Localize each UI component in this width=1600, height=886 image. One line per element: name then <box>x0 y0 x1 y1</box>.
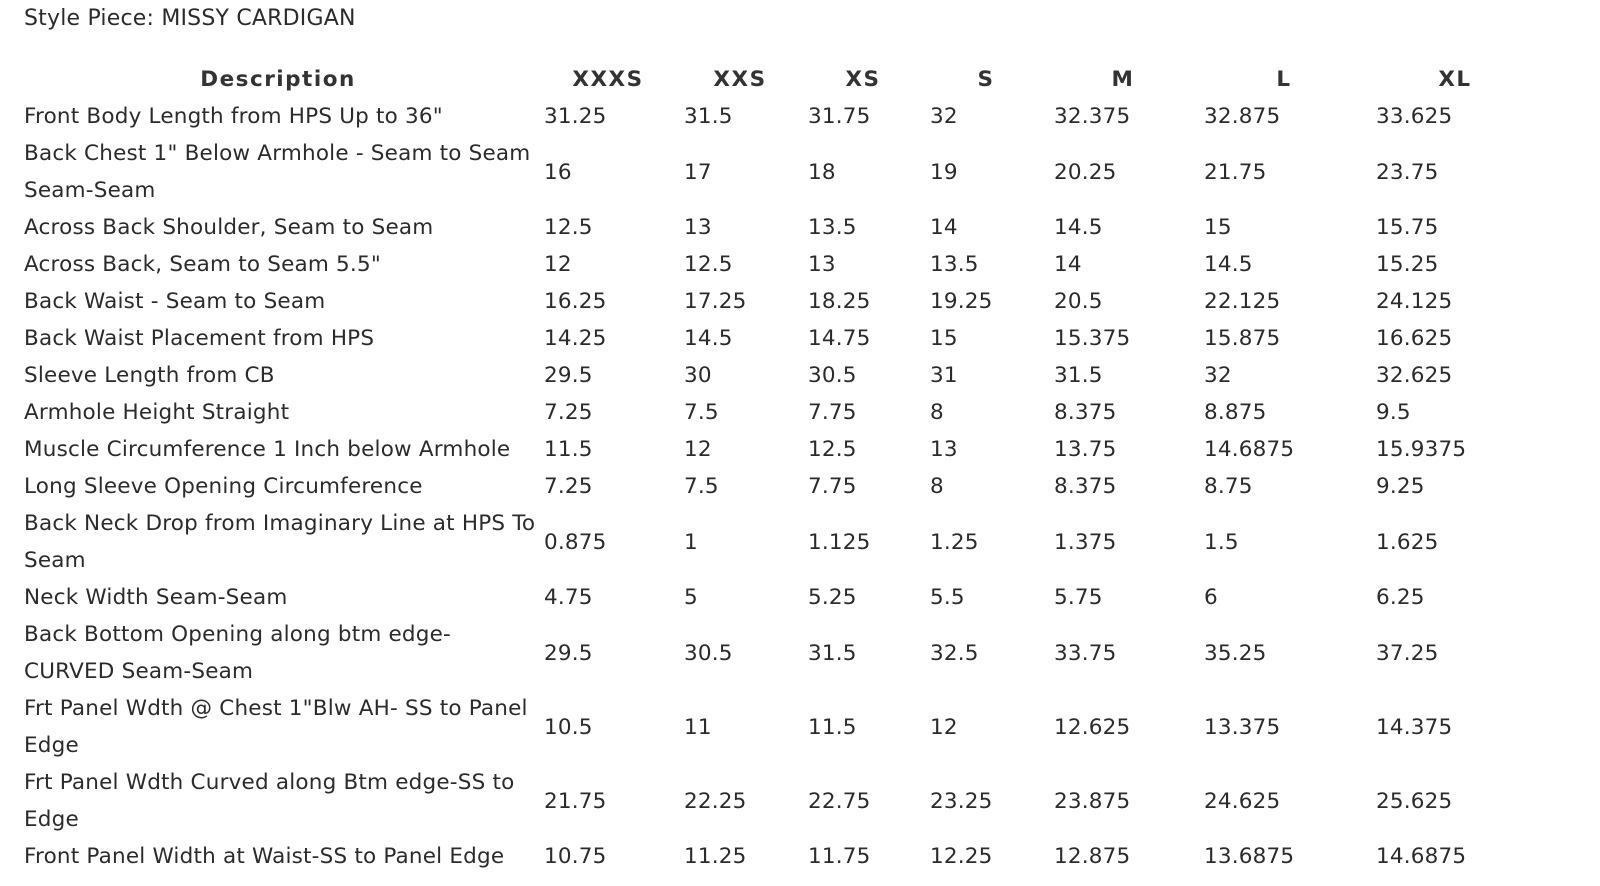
column-header-size: XXXS <box>572 66 644 92</box>
row-description: Across Back Shoulder, Seam to Seam <box>24 215 434 240</box>
measurement-value: 1.375 <box>1054 529 1117 555</box>
measurement-value: 30 <box>684 363 712 388</box>
measurement-value: 8.375 <box>1054 400 1117 425</box>
measurement-value: 7.25 <box>544 474 593 499</box>
table-row <box>18 98 1540 135</box>
measurement-value: 32 <box>1204 363 1232 388</box>
measurement-value: 19.25 <box>930 289 993 314</box>
measurement-value: 14.5 <box>1054 215 1103 240</box>
measurement-value: 7.5 <box>684 400 719 425</box>
measurement-value: 5.25 <box>808 585 857 610</box>
measurement-value: 23.75 <box>1376 159 1439 185</box>
measurement-value: 14.375 <box>1376 714 1453 740</box>
measurement-value: 15 <box>930 326 958 351</box>
measurement-value: 31.75 <box>808 104 871 129</box>
measurement-value: 14 <box>1054 252 1082 277</box>
column-header-size: XL <box>1438 66 1472 92</box>
measurement-value: 13.75 <box>1054 437 1117 462</box>
table-row <box>18 690 1540 764</box>
measurement-value: 25.625 <box>1376 788 1453 814</box>
measurement-value: 18 <box>808 159 836 185</box>
measurement-value: 32.875 <box>1204 104 1281 129</box>
measurement-value: 13.375 <box>1204 714 1281 740</box>
row-description: Front Panel Width at Waist-SS to Panel Edge <box>24 844 505 869</box>
table-row <box>18 764 1540 838</box>
measurement-value: 12.875 <box>1054 844 1131 869</box>
measurement-value: 31.25 <box>544 104 607 129</box>
column-header-size: XXS <box>713 66 767 92</box>
measurement-value: 8.75 <box>1204 474 1253 499</box>
column-header-size: S <box>977 66 995 92</box>
measurement-value: 21.75 <box>544 788 607 814</box>
measurement-value: 13.5 <box>930 252 979 277</box>
table-row <box>18 505 1540 579</box>
measurement-value: 15.75 <box>1376 215 1439 240</box>
measurement-value: 14.75 <box>808 326 871 351</box>
row-description: Back Chest 1" Below Armhole - Seam to Seam Seam-Seam <box>24 141 531 203</box>
measurement-value: 6 <box>1204 585 1218 610</box>
measurement-value: 8.875 <box>1204 400 1267 425</box>
measurement-value: 12.25 <box>930 844 993 869</box>
measurement-value: 13 <box>930 437 958 462</box>
measurement-value: 12 <box>684 437 712 462</box>
measurement-value: 24.125 <box>1376 289 1453 314</box>
measurement-value: 14.6875 <box>1376 844 1467 869</box>
measurement-value: 8 <box>930 400 944 425</box>
measurement-value: 9.5 <box>1376 400 1411 425</box>
column-header-description: Description <box>200 66 356 92</box>
row-description: Muscle Circumference 1 Inch below Armhole <box>24 437 511 462</box>
measurement-value: 15.875 <box>1204 326 1281 351</box>
table-body <box>18 98 1540 875</box>
table-row <box>18 135 1540 209</box>
measurement-value: 10.75 <box>544 844 607 869</box>
table-row <box>18 246 1540 283</box>
measurement-value: 22.25 <box>684 788 747 814</box>
row-description: Frt Panel Wdth Curved along Btm edge-SS to Edge <box>24 770 515 832</box>
measurement-value: 21.75 <box>1204 159 1267 185</box>
measurement-value: 12.5 <box>544 215 593 240</box>
table-row <box>18 838 1540 875</box>
measurement-value: 30.5 <box>684 640 733 666</box>
table-row <box>18 394 1540 431</box>
measurement-value: 11.75 <box>808 844 871 869</box>
table-row <box>18 616 1540 690</box>
measurement-value: 16.25 <box>544 289 607 314</box>
row-description: Frt Panel Wdth @ Chest 1"Blw AH- SS to Panel Edge <box>24 696 528 758</box>
measurement-value: 19 <box>930 159 958 185</box>
measurement-value: 15.375 <box>1054 326 1131 351</box>
measurement-value: 12 <box>930 714 958 740</box>
measurement-value: 7.75 <box>808 400 857 425</box>
column-header-size: XS <box>845 66 881 92</box>
measurement-value: 8.375 <box>1054 474 1117 499</box>
row-description: Armhole Height Straight <box>24 400 290 425</box>
table-row <box>18 468 1540 505</box>
measurement-value: 23.875 <box>1054 788 1131 814</box>
measurement-value: 10.5 <box>544 714 593 740</box>
measurement-value: 13 <box>808 252 836 277</box>
measurement-value: 14.5 <box>684 326 733 351</box>
row-description: Front Body Length from HPS Up to 36" <box>24 104 443 129</box>
measurement-value: 30.5 <box>808 363 857 388</box>
table-row <box>18 283 1540 320</box>
table-row <box>18 209 1540 246</box>
column-header-size: L <box>1276 66 1292 92</box>
measurement-value: 11.5 <box>808 714 857 740</box>
measurement-value: 15.25 <box>1376 252 1439 277</box>
measurement-value: 11.25 <box>684 844 747 869</box>
measurement-value: 16 <box>544 159 572 185</box>
measurement-value: 14.6875 <box>1204 437 1295 462</box>
measurement-value: 33.75 <box>1054 640 1117 666</box>
measurement-value: 12.5 <box>808 437 857 462</box>
measurement-value: 14.5 <box>1204 252 1253 277</box>
measurement-value: 33.625 <box>1376 104 1453 129</box>
measurement-value: 23.25 <box>930 788 993 814</box>
measurement-value: 15 <box>1204 215 1232 240</box>
measurement-value: 7.25 <box>544 400 593 425</box>
measurement-value: 12 <box>544 252 572 277</box>
table-row <box>18 431 1540 468</box>
row-description: Back Neck Drop from Imaginary Line at HPS To Seam <box>24 511 536 573</box>
row-description: Back Waist Placement from HPS <box>24 326 375 351</box>
column-header-size: M <box>1111 66 1135 92</box>
measurement-value: 35.25 <box>1204 640 1267 666</box>
measurement-value: 22.125 <box>1204 289 1281 314</box>
measurement-value: 22.75 <box>808 788 871 814</box>
measurement-value: 15.9375 <box>1376 437 1467 462</box>
measurement-value: 13.5 <box>808 215 857 240</box>
measurement-value: 14.25 <box>544 326 607 351</box>
row-description: Neck Width Seam-Seam <box>24 585 288 610</box>
measurement-value: 16.625 <box>1376 326 1453 351</box>
measurement-value: 17.25 <box>684 289 747 314</box>
measurement-value: 13 <box>684 215 712 240</box>
measurement-value: 32 <box>930 104 958 129</box>
measurement-value: 11 <box>684 714 712 740</box>
measurement-value: 20.5 <box>1054 289 1103 314</box>
measurement-value: 18.25 <box>808 289 871 314</box>
measurement-value: 7.5 <box>684 474 719 499</box>
row-description: Back Bottom Opening along btm edge- CURVED Seam-Seam <box>24 622 452 684</box>
table-row <box>18 357 1540 394</box>
measurement-value: 31.5 <box>1054 363 1103 388</box>
measurement-value: 1.625 <box>1376 529 1439 555</box>
row-description: Long Sleeve Opening Circumference <box>24 474 423 499</box>
measurement-value: 29.5 <box>544 363 593 388</box>
header-row <box>18 60 1540 98</box>
measurement-value: 13.6875 <box>1204 844 1295 869</box>
row-description: Back Waist - Seam to Seam <box>24 289 326 314</box>
measurement-value: 20.25 <box>1054 159 1117 185</box>
measurement-value: 8 <box>930 474 944 499</box>
page-title: Style Piece: MISSY CARDIGAN <box>24 6 356 31</box>
table-row <box>18 320 1540 357</box>
measurement-value: 4.75 <box>544 585 593 610</box>
measurement-value: 5 <box>684 585 698 610</box>
row-description: Sleeve Length from CB <box>24 363 275 388</box>
measurement-value: 31.5 <box>684 104 733 129</box>
measurement-spec-table <box>18 60 1540 875</box>
measurement-value: 1.5 <box>1204 529 1239 555</box>
measurement-value: 29.5 <box>544 640 593 666</box>
measurement-value: 37.25 <box>1376 640 1439 666</box>
measurement-value: 12.625 <box>1054 714 1131 740</box>
measurement-value: 9.25 <box>1376 474 1425 499</box>
measurement-value: 12.5 <box>684 252 733 277</box>
measurement-value: 17 <box>684 159 712 185</box>
measurement-value: 0.875 <box>544 529 607 555</box>
table-row <box>18 579 1540 616</box>
measurement-value: 7.75 <box>808 474 857 499</box>
measurement-value: 32.375 <box>1054 104 1131 129</box>
measurement-value: 32.5 <box>930 640 979 666</box>
measurement-value: 5.75 <box>1054 585 1103 610</box>
measurement-value: 1.125 <box>808 529 871 555</box>
measurement-value: 31 <box>930 363 958 388</box>
measurement-value: 32.625 <box>1376 363 1453 388</box>
measurement-value: 6.25 <box>1376 585 1425 610</box>
measurement-value: 5.5 <box>930 585 965 610</box>
measurement-value: 11.5 <box>544 437 593 462</box>
measurement-value: 31.5 <box>808 640 857 666</box>
measurement-value: 14 <box>930 215 958 240</box>
measurement-value: 24.625 <box>1204 788 1281 814</box>
row-description: Across Back, Seam to Seam 5.5" <box>24 252 381 277</box>
measurement-value: 1.25 <box>930 529 979 555</box>
measurement-value: 1 <box>684 529 698 555</box>
